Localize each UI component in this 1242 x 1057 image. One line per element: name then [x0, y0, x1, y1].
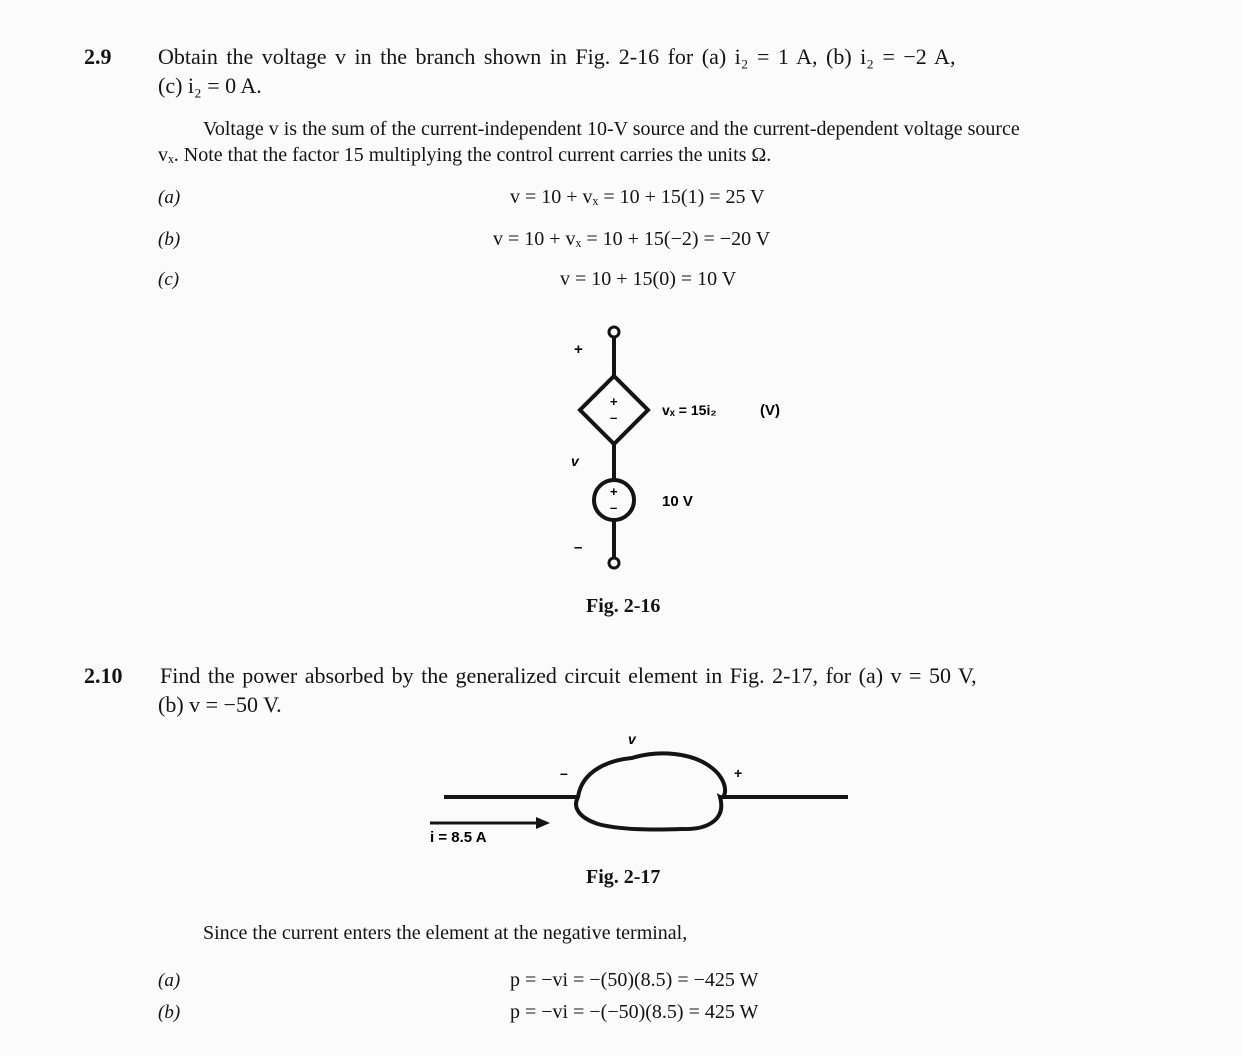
problem-2-9-solution-line1: Voltage v is the sum of the current-independent 10-V source and the current-dependent voltage source [203, 118, 1020, 140]
problem-2-9-solution-line2: vₓ. Note that the factor 15 multiplying the control current carries the units Ω. [158, 144, 772, 166]
figure-2-17-circuit [400, 726, 870, 856]
problem-number-2-9: 2.9 [84, 44, 112, 69]
part-label-a: (a) [158, 187, 181, 208]
equation-a: v = 10 + vₓ = 10 + 15(1) = 25 V [510, 186, 765, 208]
power-equation-b: p = −vi = −(−50)(8.5) = 425 W [510, 1001, 759, 1023]
problem-2-9-statement-line1: Obtain the voltage v in the branch shown in Fig. 2-16 for (a) i₂ = 1 A, (b) i₂ = −2 A, [158, 44, 956, 69]
equation-c: v = 10 + 15(0) = 10 V [560, 268, 737, 290]
dep-source-plus: + [610, 394, 618, 409]
branch-plus-sign: + [574, 341, 583, 358]
part-label-a: (a) [158, 970, 181, 991]
figure-2-16-circuit [540, 318, 840, 578]
problem-number-2-10: 2.10 [84, 663, 123, 688]
v-label: v [571, 453, 579, 469]
figure-2-16-caption: Fig. 2-16 [586, 595, 661, 617]
dependent-source-label: vₓ = 15i₂ [662, 402, 717, 418]
power-equation-a: p = −vi = −(50)(8.5) = −425 W [510, 969, 759, 991]
current-label: i = 8.5 A [430, 829, 487, 846]
current-arrow-head [536, 817, 550, 829]
problem-2-9-statement-line2: (c) i₂ = 0 A. [158, 73, 262, 98]
generalized-element-blob [576, 753, 725, 829]
branch-minus-sign: – [574, 539, 583, 556]
minus-terminal-sign: – [560, 765, 568, 781]
part-label-b: (b) [158, 229, 181, 250]
independent-source-label: 10 V [662, 493, 693, 510]
equation-b: v = 10 + vₓ = 10 + 15(−2) = −20 V [493, 228, 771, 250]
v-label: v [628, 731, 636, 747]
figure-2-17-caption: Fig. 2-17 [586, 866, 661, 888]
source-plus: + [610, 484, 618, 499]
problem-2-10-statement-line1: Find the power absorbed by the generalized circuit element in Fig. 2-17, for (a) v = 50 V, [160, 663, 977, 688]
plus-terminal-sign: + [734, 765, 743, 781]
problem-2-10-solution-line1: Since the current enters the element at the negative terminal, [203, 922, 688, 944]
bottom-terminal [609, 558, 619, 568]
dependent-source-unit: (V) [760, 402, 780, 419]
part-label-b: (b) [158, 1002, 181, 1023]
part-label-c: (c) [158, 269, 180, 290]
top-terminal [609, 327, 619, 337]
problem-2-10-statement-line2: (b) v = −50 V. [158, 692, 282, 717]
source-minus: – [610, 500, 618, 515]
dep-source-minus: – [610, 410, 618, 425]
